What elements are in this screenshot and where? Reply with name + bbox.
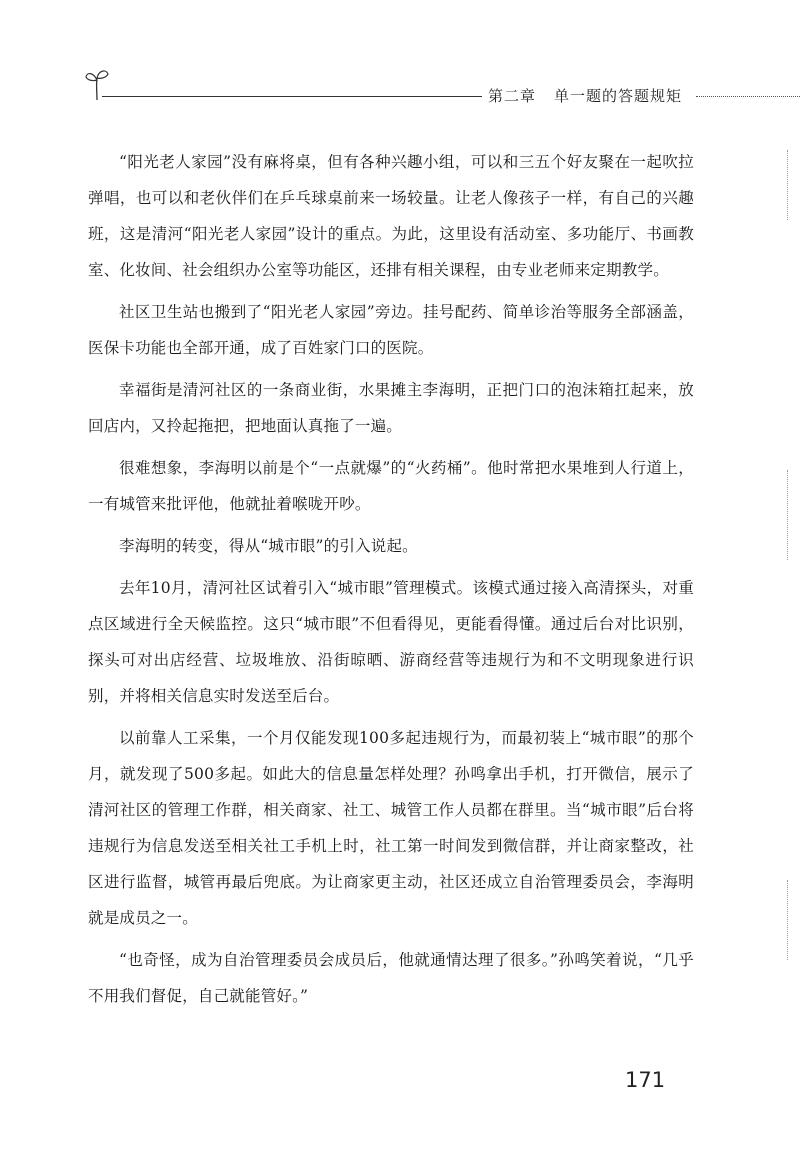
paragraph: 以前靠人工采集，一个月仅能发现100多起违规行为，而最初装上“城市眼”的那个月，就发现了500多起。如此大的信息量怎样处理？孙鸣拿出手机，打开微信，展示了清河社区的管理工作群，相关商家、社工、城管工作人员都在群里。当“城市眼”后台将违规行为信息发送至相关社工手机上时，社工第一时间发到微信群，并让商家整改，社区进行监督，城管再最后兜底。为让商家更主动，社区还成立自治管理委员会，李海明就是成员之一。 — [88, 729, 694, 927]
paragraph: 李海明的转变，得从“城市眼”的引入说起。 — [119, 537, 418, 555]
header-title — [482, 85, 688, 106]
paragraph: 社区卫生站也搬到了“阳光老人家园”旁边。挂号配药、简单诊治等服务全部涵盖，医保卡功能也全部开通，成了百姓家门口的医院。 — [88, 303, 694, 357]
paragraph: 很难想象，李海明以前是个“一点就爆”的“火药桶”。他时常把水果堆到人行道上，一有城管来批评他，他就扯着喉咙开吵。 — [88, 459, 694, 513]
paragraph: 去年10月，清河社区试着引入“城市眼”管理模式。该模式通过接入高清探头，对重点区域进行全天候监控。这只“城市眼”不但看得见，更能看得懂。通过后台对比识别，探头可对出店经营、垃圾堆放、沿街晾晒、游商经营等违规行为和不文明现象进行识别，并将相关信息实时发送至后台。 — [88, 579, 694, 705]
header-section-title: 单一题的答题规矩 — [554, 87, 683, 105]
margin-dotted-line — [787, 470, 788, 560]
paragraph: 幸福街是清河社区的一条商业街，水果摊主李海明，正把门口的泡沫箱扛起来，放回店内，又拎起拖把，把地面认真拖了一遍。 — [88, 381, 694, 435]
margin-dotted-line — [787, 150, 788, 220]
body-text — [88, 144, 694, 1020]
header-chapter: 第二章 — [488, 87, 537, 105]
header-dotted-rule — [696, 96, 800, 97]
paragraph: “阳光老人家园”没有麻将桌，但有各种兴趣小组，可以和三五个好友聚在一起吹拉弹唱，也可以和老伙伴们在乒乓球桌前来一场较量。让老人像孩子一样，有自己的兴趣班，这是清河“阳光老人家园”设计的重点。为此，这里设有活动室、多功能厅、书画教室、化妆间、社会组织办公室等功能区，还排有相关课程，由专业老师来定期教学。 — [88, 153, 694, 279]
margin-dotted-line — [787, 880, 788, 960]
header-rule — [102, 96, 494, 97]
paragraph: “也奇怪，成为自治管理委员会成员后，他就通情达理了很多。”孙鸣笑着说，“几乎不用我们督促，自己就能管好。” — [88, 951, 694, 1005]
page-number: 171 — [625, 1068, 666, 1092]
running-header — [84, 66, 800, 106]
